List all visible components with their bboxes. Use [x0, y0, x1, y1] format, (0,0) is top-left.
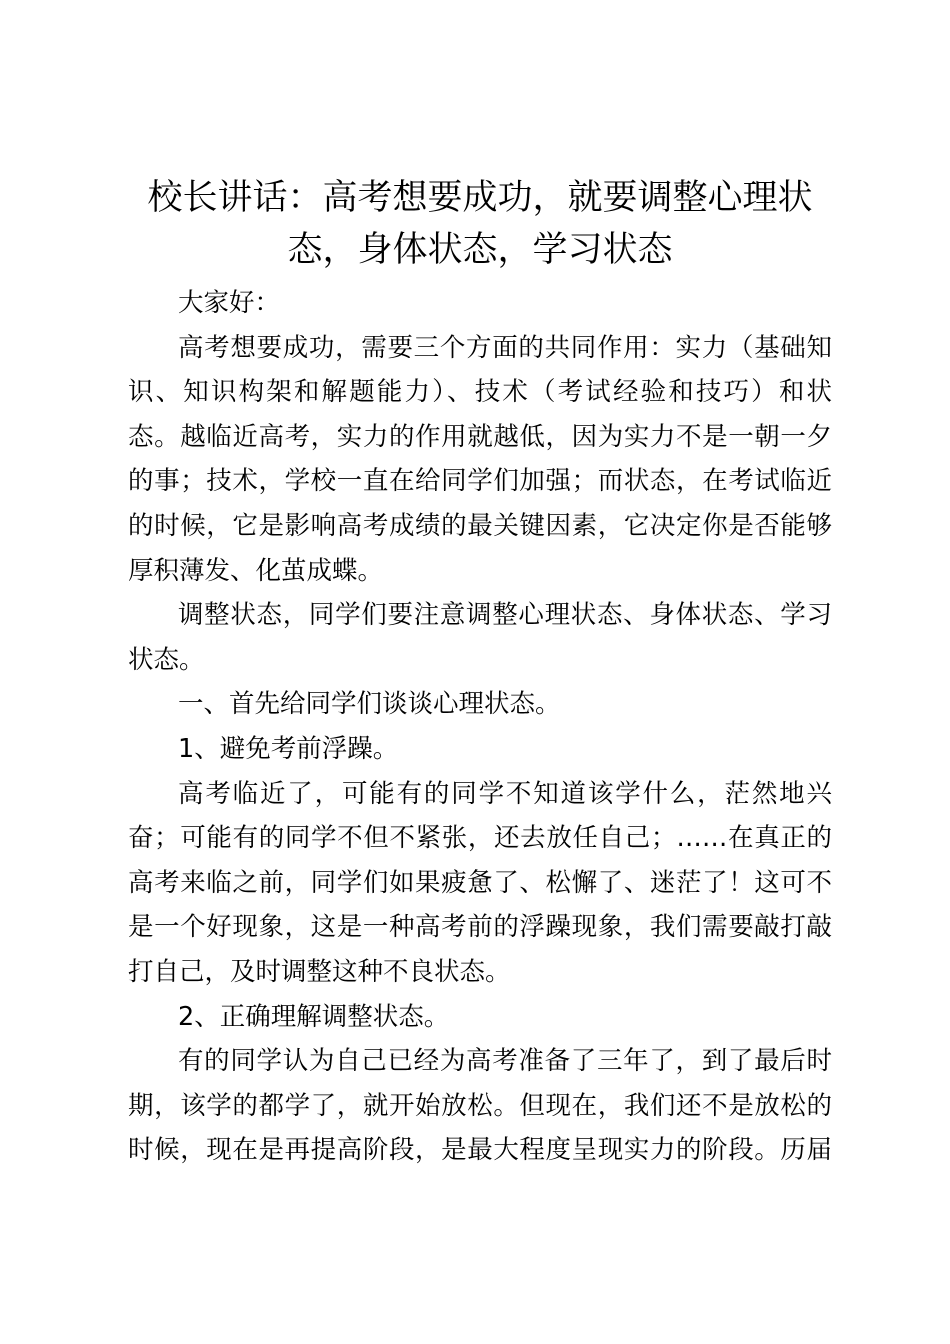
paragraph [128, 995, 832, 1040]
paragraph-line: 打自己，及时调整这种不良状态。 [128, 956, 511, 987]
title-line-1: 校长讲话：高考想要成功，就要调整心理状 [147, 178, 813, 218]
paragraph-line: 期，该学的都学了，就开始放松。但现在，我们还不是放松的 [128, 1090, 832, 1121]
paragraph-line: 大家好： [178, 288, 281, 318]
paragraph [128, 727, 832, 772]
paragraph-line: 识、知识构架和解题能力）、技术（考试经验和技巧）和状 [128, 377, 832, 408]
paragraph-line: 高考临近了，可能有的同学不知道该学什么，茫然地兴 [178, 778, 832, 809]
paragraph [128, 281, 832, 326]
paragraph-line: 2、正确理解调整状态。 [178, 1001, 450, 1032]
document-body [128, 281, 832, 1173]
paragraph-line: 是一个好现象，这是一种高考前的浮躁现象，我们需要敲打敲 [128, 912, 832, 943]
title-line-2: 态，身体状态，学习状态 [287, 230, 673, 270]
paragraph-line: 高考想要成功，需要三个方面的共同作用：实力（基础知 [178, 332, 832, 363]
paragraph-line: 状态。 [128, 644, 205, 675]
paragraph-line: 态。越临近高考，实力的作用就越低，因为实力不是一朝一夕 [128, 421, 832, 452]
paragraph [128, 682, 832, 727]
paragraph-line: 有的同学认为自己已经为高考准备了三年了，到了最后时 [178, 1046, 832, 1077]
paragraph-line: 一、首先给同学们谈谈心理状态。 [178, 689, 561, 720]
document-page [128, 172, 832, 1173]
paragraph-line: 高考来临之前，同学们如果疲惫了、松懈了、迷茫了！这可不 [128, 867, 832, 898]
paragraph-line: 的时候，它是影响高考成绩的最关键因素，它决定你是否能够 [128, 510, 832, 541]
paragraph [128, 772, 832, 995]
paragraph-line: 1、避免考前浮躁。 [178, 733, 399, 764]
paragraph-line: 的事；技术，学校一直在给同学们加强；而状态，在考试临近 [128, 466, 832, 497]
paragraph [128, 326, 832, 594]
paragraph [128, 1039, 832, 1173]
paragraph-line: 奋；可能有的同学不但不紧张，还去放任自己；……在真正的 [128, 823, 832, 854]
document-title [128, 172, 832, 276]
paragraph [128, 593, 832, 682]
paragraph-line: 厚积薄发、化茧成蝶。 [128, 555, 384, 586]
paragraph-line: 调整状态，同学们要注意调整心理状态、身体状态、学习 [178, 600, 832, 631]
paragraph-line: 时候，现在是再提高阶段，是最大程度呈现实力的阶段。历届 [128, 1135, 832, 1166]
